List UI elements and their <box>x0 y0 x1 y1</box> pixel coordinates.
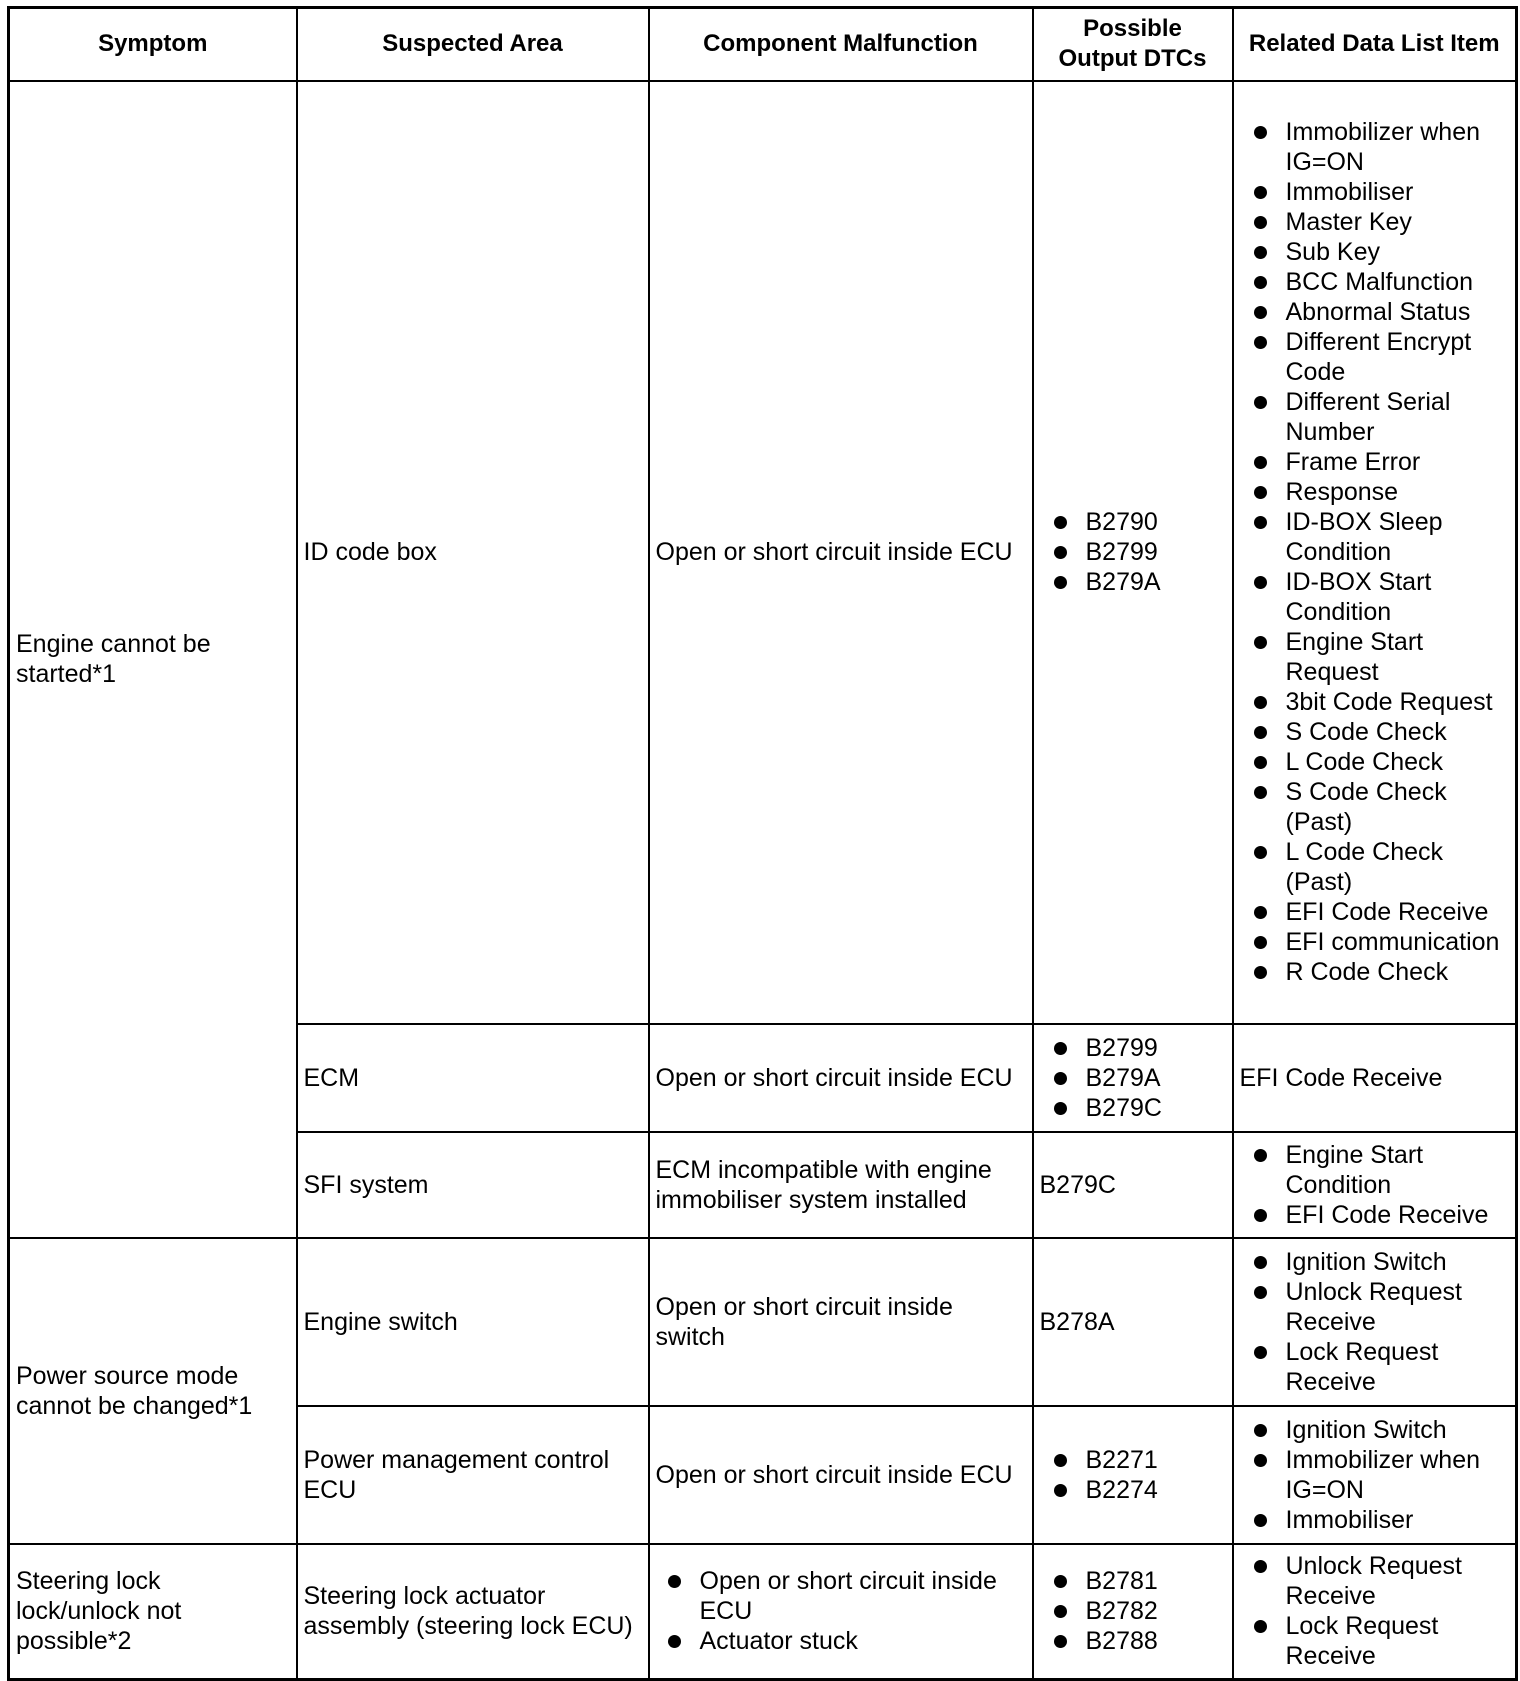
dtc-item: B2788 <box>1052 1626 1226 1656</box>
dtc-item: B2799 <box>1052 537 1226 567</box>
dtcs-id-code-box <box>1033 81 1233 1024</box>
dtc-item: B2781 <box>1052 1566 1226 1596</box>
data-list-item: Engine Start Request <box>1252 627 1510 687</box>
table-row <box>9 1544 1517 1680</box>
table-row <box>9 1238 1517 1406</box>
data-steering-lock <box>1233 1544 1517 1680</box>
data-list-item: EFI communication <box>1252 927 1510 957</box>
data-list-item: EFI Code Receive <box>1252 1200 1510 1230</box>
area-ecm: ECM <box>297 1024 649 1132</box>
dtcs-power-management <box>1033 1406 1233 1544</box>
data-list-item: BCC Malfunction <box>1252 267 1510 297</box>
dtc-sfi: B279C <box>1033 1132 1233 1238</box>
table-row <box>9 81 1517 1024</box>
data-list-item: Lock Request Receive <box>1252 1337 1510 1397</box>
diagnostic-table <box>7 6 1518 1681</box>
data-sfi <box>1233 1132 1517 1238</box>
symptom-steering-lock: Steering lock lock/unlock not possible*2 <box>9 1544 297 1680</box>
data-list-item: Engine Start Condition <box>1252 1140 1510 1200</box>
malfunction-ecm: Open or short circuit inside ECU <box>649 1024 1033 1132</box>
area-sfi: SFI system <box>297 1132 649 1238</box>
data-list-item: ID-BOX Sleep Condition <box>1252 507 1510 567</box>
header-symptom: Symptom <box>9 8 297 81</box>
dtc-item: B2271 <box>1052 1445 1226 1475</box>
data-id-code-box <box>1233 81 1517 1024</box>
area-steering-lock: Steering lock actuator assembly (steering lock ECU) <box>297 1544 649 1680</box>
header-possible-dtcs <box>1033 8 1233 81</box>
area-power-management: Power management control ECU <box>297 1406 649 1544</box>
data-list-item: ID-BOX Start Condition <box>1252 567 1510 627</box>
dtc-item: B279A <box>1052 567 1226 597</box>
data-list-item: Unlock Request Receive <box>1252 1277 1510 1337</box>
header-suspected-area: Suspected Area <box>297 8 649 81</box>
data-list-item: L Code Check (Past) <box>1252 837 1510 897</box>
dtc-item: B2799 <box>1052 1033 1226 1063</box>
dtc-item: B279A <box>1052 1063 1226 1093</box>
data-list-item: Abnormal Status <box>1252 297 1510 327</box>
data-list-item: Unlock Request Receive <box>1252 1551 1510 1611</box>
data-list-item: 3bit Code Request <box>1252 687 1510 717</box>
data-list-item: Ignition Switch <box>1252 1415 1510 1445</box>
data-power-management <box>1233 1406 1517 1544</box>
header-related-data: Related Data List Item <box>1233 8 1517 81</box>
dtc-item: B279C <box>1052 1093 1226 1123</box>
malfunction-sfi: ECM incompatible with engine immobiliser system installed <box>649 1132 1033 1238</box>
data-engine-switch <box>1233 1238 1517 1406</box>
header-possible-dtcs-line2: Output DTCs <box>1058 45 1207 73</box>
dtc-item: B2782 <box>1052 1596 1226 1626</box>
data-list-item: EFI Code Receive <box>1252 897 1510 927</box>
data-list-item: Different Serial Number <box>1252 387 1510 447</box>
data-list-item: R Code Check <box>1252 957 1510 987</box>
header-possible-dtcs-line1: Possible <box>1083 15 1182 43</box>
area-engine-switch: Engine switch <box>297 1238 649 1406</box>
data-list-item: L Code Check <box>1252 747 1510 777</box>
malfunction-steering-lock <box>649 1544 1033 1680</box>
dtcs-ecm <box>1033 1024 1233 1132</box>
malfunction-id-code-box: Open or short circuit inside ECU <box>649 81 1033 1024</box>
data-list-item: Lock Request Receive <box>1252 1611 1510 1671</box>
data-list-item: Sub Key <box>1252 237 1510 267</box>
symptom-power-mode: Power source mode cannot be changed*1 <box>9 1238 297 1544</box>
dtc-item: B2274 <box>1052 1475 1226 1505</box>
data-list-item: Ignition Switch <box>1252 1247 1510 1277</box>
header-component-malfunction: Component Malfunction <box>649 8 1033 81</box>
data-list-item: Response <box>1252 477 1510 507</box>
malfunction-item: Open or short circuit inside ECU <box>666 1566 1026 1626</box>
header-row <box>9 8 1517 81</box>
data-list-item: Immobilizer when IG=ON <box>1252 117 1510 177</box>
data-list-item: Frame Error <box>1252 447 1510 477</box>
dtc-engine-switch: B278A <box>1033 1238 1233 1406</box>
dtcs-steering-lock <box>1033 1544 1233 1680</box>
data-list-item: S Code Check (Past) <box>1252 777 1510 837</box>
symptom-engine-cannot-start: Engine cannot be started*1 <box>9 81 297 1238</box>
malfunction-item: Actuator stuck <box>666 1626 1026 1656</box>
data-ecm: EFI Code Receive <box>1233 1024 1517 1132</box>
data-list-item: Immobilizer when IG=ON <box>1252 1445 1510 1505</box>
dtc-item: B2790 <box>1052 507 1226 537</box>
data-list-item: Different Encrypt Code <box>1252 327 1510 387</box>
data-list-item: S Code Check <box>1252 717 1510 747</box>
malfunction-power-management: Open or short circuit inside ECU <box>649 1406 1033 1544</box>
data-list-item: Master Key <box>1252 207 1510 237</box>
area-id-code-box: ID code box <box>297 81 649 1024</box>
data-list-item: Immobiliser <box>1252 1505 1510 1535</box>
data-list-item: Immobiliser <box>1252 177 1510 207</box>
malfunction-engine-switch: Open or short circuit inside switch <box>649 1238 1033 1406</box>
